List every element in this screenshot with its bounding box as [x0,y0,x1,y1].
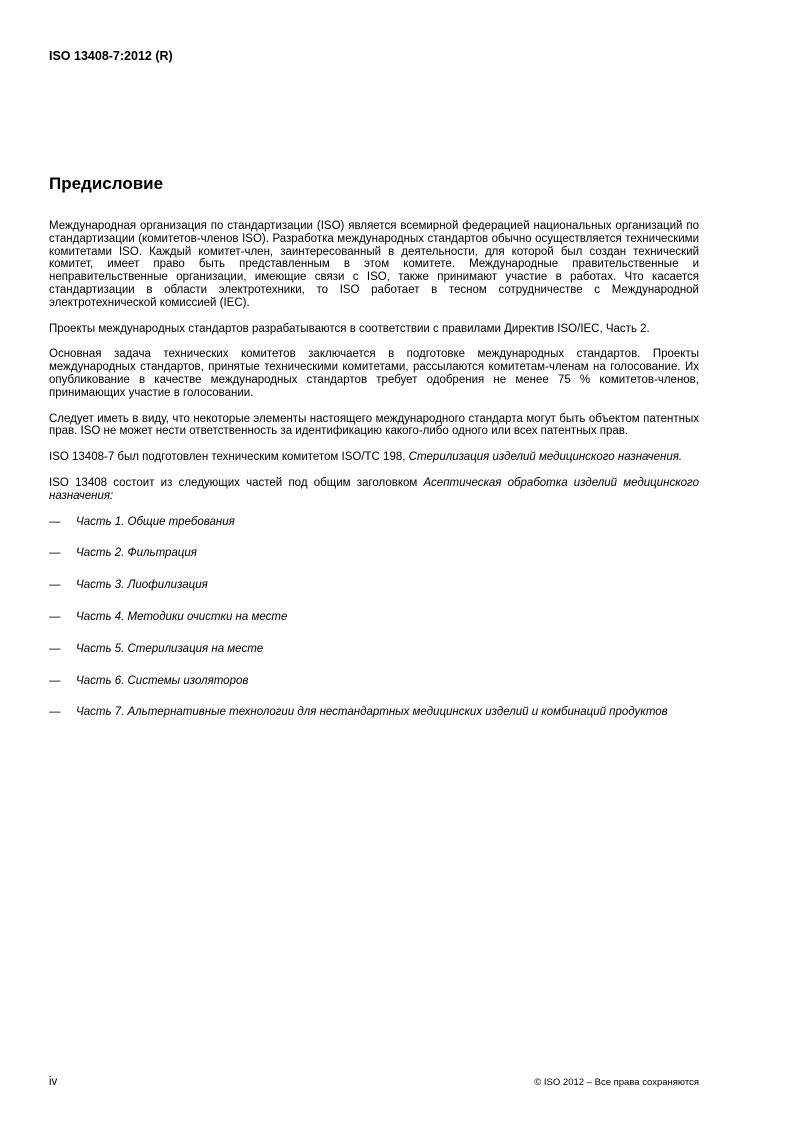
paragraph-parts-intro [49,477,699,503]
page-number: iv [49,1076,58,1088]
committee-title: Стерилизация изделий медицинского назначения. [408,451,683,464]
part-title: Часть 4. Методики очистки на месте [76,610,288,623]
part-list-item [49,611,699,624]
page-title: Предисловие [49,174,164,193]
part-list-item [49,547,699,560]
part-title: Часть 1. Общие требования [76,515,235,528]
dash-marker: — [49,706,61,719]
parts-intro-text: ISO 13408 состоит из следующих частей под общим заголовком [49,476,424,489]
dash-marker: — [49,674,61,687]
general-title: Асептическая обработка изделий медицинского назначения: [49,476,699,502]
copyright-notice: © ISO 2012 – Все права сохраняются [534,1077,699,1088]
parts-list [49,516,699,720]
part-list-item [49,643,699,656]
part-title: Часть 2. Фильтрация [76,547,197,560]
part-list-item [49,579,699,592]
dash-marker: — [49,579,61,592]
foreword-body [49,220,699,738]
part-title: Часть 3. Лиофилизация [76,579,208,592]
paragraph-directives: Проекты международных стандартов разрабатываются в соответствии с правилами Директив ISO/IEC, Часть 2. [49,322,650,335]
dash-marker: — [49,547,61,560]
paragraph-prepared-by [49,451,699,464]
part-list-item [49,516,699,529]
prepared-by-text: ISO 13408-7 был подготовлен техническим комитетом ISO/TC 198, [49,451,409,464]
document-header: ISO 13408-7:2012 (R) [49,49,173,63]
paragraph-patent-rights: Следует иметь в виду, что некоторые элементы настоящего международного стандарта могут быть объектом патентных прав. ISO не может нести ответственность за идентификацию какого-либо одного или всех патентных прав. [49,412,699,438]
paragraph-committees-task: Основная задача технических комитетов заключается в подготовке международных стандартов. Проекты международных стандартов, принятые техническими комитетами, рассылаются комитетам-членам на голосование. Их опубликование в качестве международных стандартов требует одобрения не менее 75 % комитетов-членов, принимающих участие в голосовании. [49,348,699,399]
part-title: Часть 5. Стерилизация на месте [76,642,264,655]
part-title: Часть 7. Альтернативные технологии для нестандартных медицинских изделий и комбинаций продуктов [76,706,668,719]
part-title: Часть 6. Системы изоляторов [76,674,249,687]
part-list-item [49,675,699,688]
dash-marker: — [49,515,61,528]
dash-marker: — [49,610,61,623]
dash-marker: — [49,642,61,655]
part-list-item [49,706,699,719]
paragraph-iso-federation: Международная организация по стандартизации (ISO) является всемирной федерацией национальных организаций по стандартизации (комитетов-членов ISO). Разработка международных стандартов обычно осуществляется техническими комитетами ISO. Каждый комитет-член, заинтересованный в деятельности, для которой был создан технический комитет, имеет право быть представленным в этом комитете. Международные правительственные и неправительственные организации, имеющие связи с ISO, также принимают участие в работах. Что касается стандартизации в области электротехники, то ISO работает в тесном сотрудничестве с Международной электротехнической комиссией (IEC). [49,220,699,309]
